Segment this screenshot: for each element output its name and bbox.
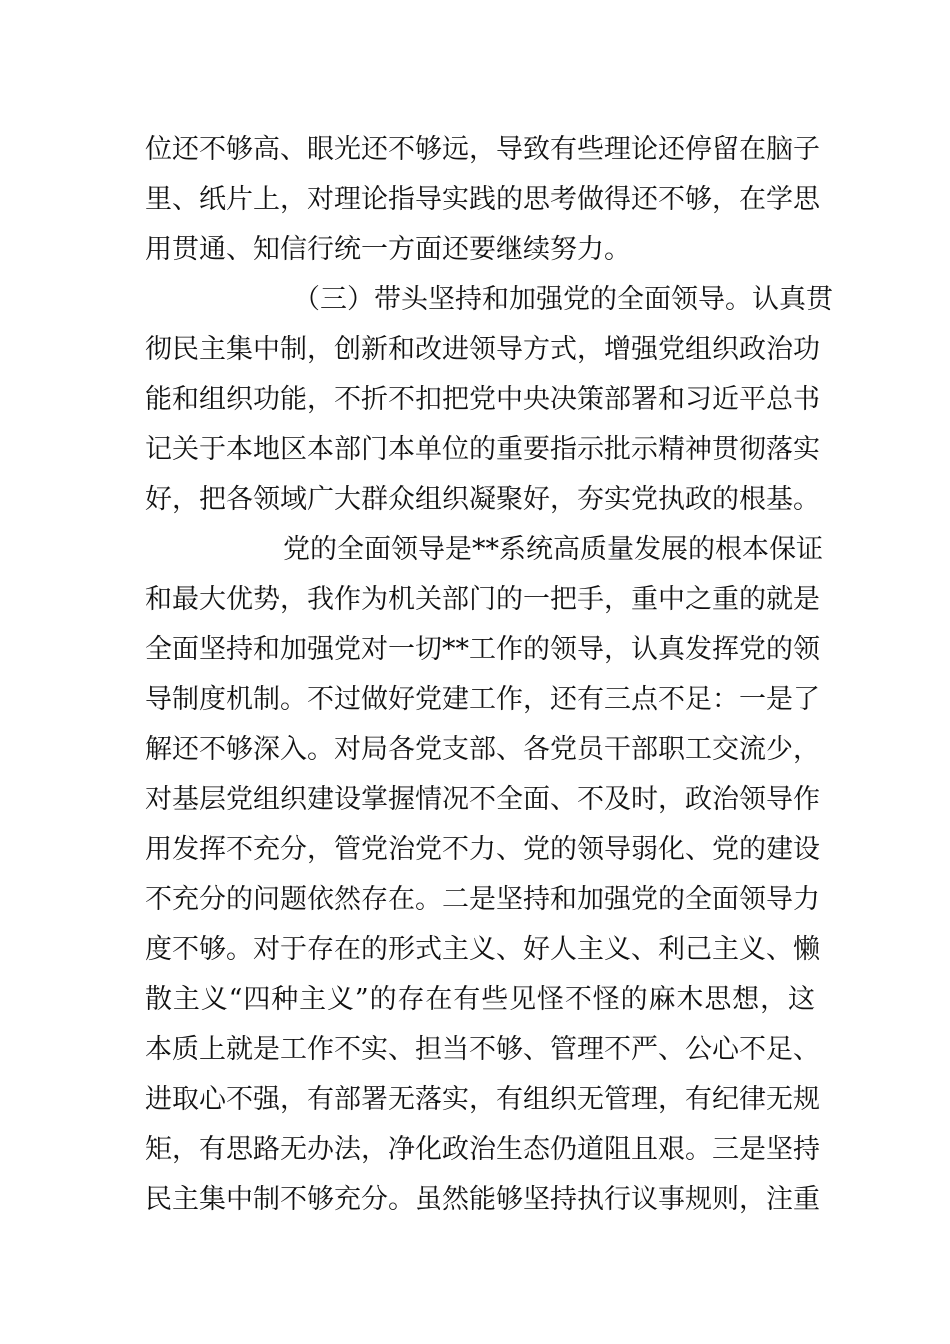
- text-line: 能和组织功能，不折不扣把党中央决策部署和习近平总书: [145, 384, 820, 415]
- text-line: 党的全面领导是**系统高质量发展的根本保证: [283, 534, 823, 565]
- text-line: 对基层党组织建设掌握情况不全面、不及时，政治领导作: [145, 784, 820, 815]
- text-line: 民主集中制不够充分。虽然能够坚持执行议事规则，注重: [145, 1184, 820, 1215]
- text-line: 好，把各领域广大群众组织凝聚好，夯实党执政的根基。: [145, 484, 820, 515]
- text-line: 不充分的问题依然存在。二是坚持和加强党的全面领导力: [145, 884, 820, 915]
- text-line: 里、纸片上，对理论指导实践的思考做得还不够，在学思: [145, 184, 820, 215]
- text-line: 度不够。对于存在的形式主义、好人主义、利己主义、懒: [145, 934, 820, 965]
- text-line: 用贯通、知信行统一方面还要继续努力。: [145, 234, 631, 265]
- text-line: 用发挥不充分，管党治党不力、党的领导弱化、党的建设: [145, 834, 820, 865]
- text-line: 位还不够高、眼光还不够远，导致有些理论还停留在脑子: [145, 134, 820, 165]
- text-line: 和最大优势，我作为机关部门的一把手，重中之重的就是: [145, 584, 820, 615]
- text-line: 本质上就是工作不实、担当不够、管理不严、公心不足、: [145, 1034, 820, 1065]
- text-line: 记关于本地区本部门本单位的重要指示批示精神贯彻落实: [145, 434, 820, 465]
- text-line: 解还不够深入。对局各党支部、各党员干部职工交流少，: [145, 734, 820, 765]
- text-line: 进取心不强，有部署无落实，有组织无管理，有纪律无规: [145, 1084, 820, 1115]
- text-line: 散主义“四种主义”的存在有些见怪不怪的麻木思想，这: [145, 984, 815, 1015]
- text-line: 矩，有思路无办法，净化政治生态仍道阻且艰。三是坚持: [145, 1134, 820, 1165]
- section-heading-line: （三）带头坚持和加强党的全面领导。认真贯: [293, 284, 833, 315]
- text-line: 全面坚持和加强党对一切**工作的领导，认真发挥党的领: [145, 634, 820, 665]
- text-line: 彻民主集中制，创新和改进领导方式，增强党组织政治功: [145, 334, 820, 365]
- text-line: 导制度机制。不过做好党建工作，还有三点不足：一是了: [145, 684, 820, 715]
